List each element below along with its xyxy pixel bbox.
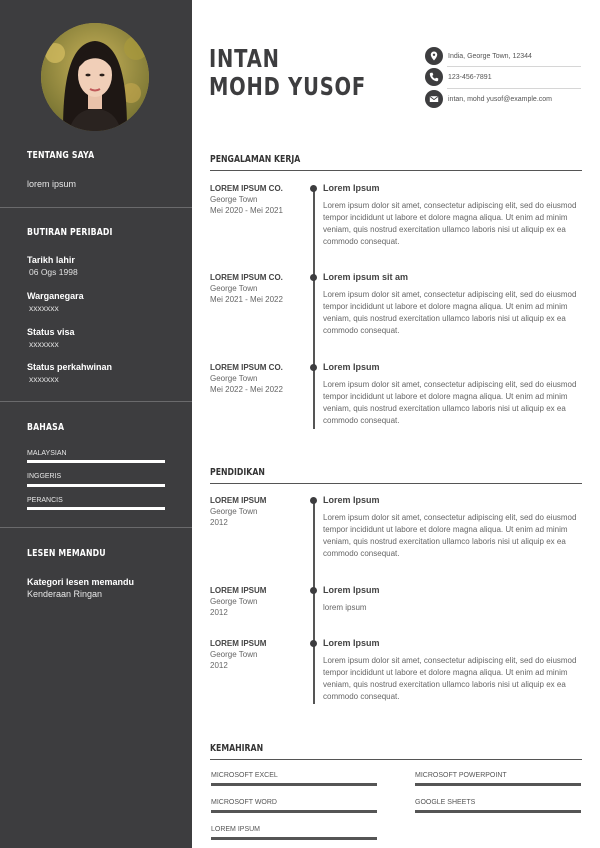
contact-address: India, George Town, 12344 [448,52,532,60]
about-heading: TENTANG SAYA [27,150,95,161]
school-year: 2012 [210,661,228,670]
birthdate-label: Tarikh lahir [27,255,75,265]
birthdate-value: 06 Ogs 1998 [29,267,78,277]
experience-heading: PENGALAMAN KERJA [210,154,301,165]
first-name: INTAN [209,44,280,73]
timeline-dot [310,587,317,594]
phone-icon [425,68,443,86]
sidebar-divider [0,401,192,402]
language-level-bar [27,507,165,510]
job-location: George Town [210,284,258,293]
degree-title: Lorem Ipsum [323,585,380,595]
degree-description: Lorem ipsum dolor sit amet, consectetur adipiscing elit, sed do eiusmod tempor incididunt ut labore et dolore magna aliqua. Ut enim ad minim veniam, quis nostrud exercitation ullamco laboris nisi ut aliquip ex ea commodo consequat. [323,513,577,558]
job-description: Lorem ipsum dolor sit amet, consectetur adipiscing elit, sed do eiusmod tempor incididunt ut labore et dolore magna aliqua. Ut enim ad minim veniam, quis nostrud exercitation ullamco laboris nisi ut aliquip ex ea commodo consequat. [323,380,577,425]
job-dates: Mei 2022 - Mei 2022 [210,385,283,394]
company-name: LOREM IPSUM CO. [210,363,283,372]
license-heading: LESEN MEMANDU [27,548,106,559]
visa-status-label: Status visa [27,327,75,337]
company-name: LOREM IPSUM CO. [210,273,283,282]
job-dates: Mei 2021 - Mei 2022 [210,295,283,304]
language-level-bar [27,484,165,487]
skill-name: MICROSOFT POWERPOINT [415,772,507,779]
timeline-dot [310,185,317,192]
contact-email-address: intan, mohd yusof@example.com [448,95,552,103]
skill-name: MICROSOFT EXCEL [211,772,278,779]
contact-phone-number: 123-456-7891 [448,73,492,81]
job-description: Lorem ipsum dolor sit amet, consectetur adipiscing elit, sed do eiusmod tempor incididunt ut labore et dolore magna aliqua. Ut enim ad minim veniam, quis nostrud exercitation ullamco laboris nisi ut aliquip ex ea commodo consequat. [323,290,577,335]
contact-divider [447,88,581,89]
language-name: MALAYSIAN [27,450,67,457]
personal-heading: BUTIRAN PERIBADI [27,227,113,238]
timeline-dot [310,640,317,647]
license-label: Kategori lesen memandu [27,577,135,587]
skill-name: MICROSOFT WORD [211,799,277,806]
section-rule [210,483,582,484]
language-name: PERANCIS [27,497,63,504]
skill-level-bar [211,837,377,840]
job-location: George Town [210,195,258,204]
sidebar-divider [0,207,192,208]
skills-heading: KEMAHIRAN [210,743,264,754]
section-rule [210,759,582,760]
job-dates: Mei 2020 - Mei 2021 [210,206,283,215]
visa-status-value: xxxxxxx [29,339,59,349]
license-value: Kenderaan Ringan [27,589,103,599]
school-year: 2012 [210,518,228,527]
nationality-value: xxxxxxx [29,303,59,313]
nationality-label: Warganegara [27,291,84,301]
sidebar-divider [0,527,192,528]
experience-timeline [313,186,315,429]
timeline-dot [310,497,317,504]
contact-divider [447,66,581,67]
degree-title: Lorem Ipsum [323,495,380,505]
degree-description: Lorem ipsum dolor sit amet, consectetur adipiscing elit, sed do eiusmod tempor incididunt ut labore et dolore magna aliqua. Ut enim ad minim veniam, quis nostrud exercitation ullamco laboris nisi ut aliquip ex ea commodo consequat. [323,656,577,701]
job-title: Lorem Ipsum [323,362,380,372]
location-pin-icon [425,47,443,65]
marital-status-value: xxxxxxx [29,374,59,384]
languages-heading: BAHASA [27,422,65,433]
school-location: George Town [210,507,258,516]
skill-level-bar [415,810,581,813]
skill-name: LOREM IPSUM [211,826,261,833]
company-name: LOREM IPSUM CO. [210,184,283,193]
school-location: George Town [210,597,258,606]
school-year: 2012 [210,608,228,617]
skill-level-bar [211,810,377,813]
school-name: LOREM IPSUM [210,586,267,595]
language-level-bar [27,460,165,463]
contact-email [425,90,552,108]
education-heading: PENDIDIKAN [210,467,265,478]
school-name: LOREM IPSUM [210,496,267,505]
job-description: Lorem ipsum dolor sit amet, consectetur adipiscing elit, sed do eiusmod tempor incididunt ut labore et dolore magna aliqua. Ut enim ad minim veniam, quis nostrud exercitation ullamco laboris nisi ut aliquip ex ea commodo consequat. [323,201,577,246]
marital-status-label: Status perkahwinan [27,362,113,372]
sidebar [0,0,192,848]
contact-phone [425,68,492,86]
about-text: lorem ipsum [27,179,77,189]
skill-level-bar [415,783,581,786]
school-name: LOREM IPSUM [210,639,267,648]
language-name: INGGERIS [27,473,62,480]
degree-description: lorem ipsum [323,603,367,612]
email-icon [425,90,443,108]
degree-title: Lorem Ipsum [323,638,380,648]
timeline-dot [310,274,317,281]
timeline-dot [310,364,317,371]
job-location: George Town [210,374,258,383]
contact-location [425,47,532,65]
skill-name: GOOGLE SHEETS [415,799,476,806]
portrait-image [41,23,149,131]
school-location: George Town [210,650,258,659]
education-timeline [313,498,315,704]
job-title: Lorem ipsum sit am [323,272,409,282]
section-rule [210,170,582,171]
skill-level-bar [211,783,377,786]
last-name: MOHD YUSOF [209,72,366,101]
profile-photo [41,23,149,131]
job-title: Lorem Ipsum [323,183,380,193]
